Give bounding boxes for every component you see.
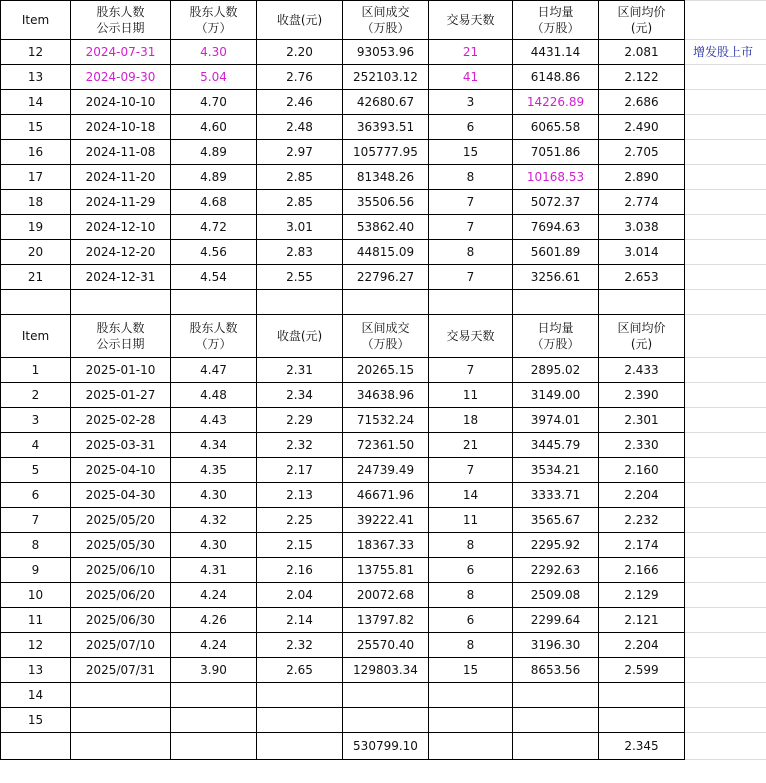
empty-cell[interactable] xyxy=(685,533,766,558)
holders-cell[interactable]: 4.30 xyxy=(171,533,257,558)
table-row xyxy=(1,115,766,140)
table-row xyxy=(1,408,766,433)
days-cell[interactable]: 8 xyxy=(429,533,513,558)
empty-cell[interactable] xyxy=(685,633,766,658)
empty-cell[interactable] xyxy=(599,290,685,315)
table-row xyxy=(1,683,766,708)
close-cell[interactable]: 2.83 xyxy=(257,240,343,265)
item-cell[interactable]: 10 xyxy=(1,583,71,608)
avg-price-cell[interactable]: 2.081 xyxy=(599,40,685,65)
date-cell[interactable]: 2025-04-10 xyxy=(71,458,171,483)
close-cell[interactable]: 2.32 xyxy=(257,633,343,658)
close-cell[interactable]: 2.55 xyxy=(257,265,343,290)
item-cell[interactable]: 12 xyxy=(1,40,71,65)
days-cell[interactable]: 8 xyxy=(429,583,513,608)
days-cell[interactable]: 15 xyxy=(429,140,513,165)
empty-cell[interactable] xyxy=(685,658,766,683)
avg-volume-cell[interactable]: 2292.63 xyxy=(513,558,599,583)
days-cell[interactable]: 21 xyxy=(429,40,513,65)
avg-volume-cell[interactable]: 3974.01 xyxy=(513,408,599,433)
avg-volume-cell[interactable]: 7694.63 xyxy=(513,215,599,240)
table-row xyxy=(1,140,766,165)
avg-price-cell[interactable]: 2.174 xyxy=(599,533,685,558)
holders-cell[interactable]: 4.24 xyxy=(171,583,257,608)
close-cell[interactable] xyxy=(257,708,343,733)
empty-cell[interactable] xyxy=(685,240,766,265)
avg-price-cell[interactable]: 3.014 xyxy=(599,240,685,265)
empty-cell[interactable] xyxy=(429,733,513,760)
volume-cell[interactable]: 129803.34 xyxy=(343,658,429,683)
total-volume-cell[interactable]: 530799.10 xyxy=(343,733,429,760)
date-cell[interactable]: 2024-11-08 xyxy=(71,140,171,165)
empty-cell[interactable] xyxy=(685,165,766,190)
empty-cell[interactable] xyxy=(513,290,599,315)
column-header[interactable]: 交易天数 xyxy=(429,1,513,40)
column-header[interactable]: 收盘(元) xyxy=(257,1,343,40)
holders-cell[interactable]: 4.54 xyxy=(171,265,257,290)
note-cell[interactable]: 增发股上市 xyxy=(685,40,766,65)
volume-cell[interactable]: 18367.33 xyxy=(343,533,429,558)
column-header[interactable]: 股东人数 （万） xyxy=(171,1,257,40)
table-row xyxy=(1,383,766,408)
item-cell[interactable]: 5 xyxy=(1,458,71,483)
avg-volume-cell[interactable]: 10168.53 xyxy=(513,165,599,190)
close-cell[interactable]: 2.16 xyxy=(257,558,343,583)
close-cell[interactable]: 2.14 xyxy=(257,608,343,633)
avg-price-cell[interactable]: 2.122 xyxy=(599,65,685,90)
avg-volume-cell[interactable]: 5601.89 xyxy=(513,240,599,265)
date-cell[interactable]: 2024-12-20 xyxy=(71,240,171,265)
close-cell[interactable]: 2.97 xyxy=(257,140,343,165)
table-row xyxy=(1,658,766,683)
close-cell[interactable]: 2.85 xyxy=(257,165,343,190)
avg-price-cell[interactable]: 2.330 xyxy=(599,433,685,458)
close-cell[interactable]: 3.01 xyxy=(257,215,343,240)
table-row xyxy=(1,458,766,483)
item-cell[interactable]: 7 xyxy=(1,508,71,533)
avg-price-cell[interactable]: 3.038 xyxy=(599,215,685,240)
days-cell[interactable]: 41 xyxy=(429,65,513,90)
days-cell[interactable]: 7 xyxy=(429,358,513,383)
empty-cell[interactable] xyxy=(685,483,766,508)
holders-cell[interactable]: 4.43 xyxy=(171,408,257,433)
close-cell[interactable]: 2.85 xyxy=(257,190,343,215)
table-row xyxy=(1,583,766,608)
totals-row xyxy=(1,733,766,760)
volume-cell[interactable]: 25570.40 xyxy=(343,633,429,658)
close-cell[interactable]: 2.25 xyxy=(257,508,343,533)
avg-volume-cell[interactable]: 3445.79 xyxy=(513,433,599,458)
empty-cell[interactable] xyxy=(685,1,766,40)
days-cell[interactable]: 6 xyxy=(429,608,513,633)
avg-volume-cell[interactable]: 6065.58 xyxy=(513,115,599,140)
avg-price-cell[interactable]: 2.121 xyxy=(599,608,685,633)
avg-price-cell[interactable]: 2.774 xyxy=(599,190,685,215)
avg-price-cell[interactable]: 2.160 xyxy=(599,458,685,483)
empty-cell[interactable] xyxy=(71,733,171,760)
avg-volume-cell[interactable]: 8653.56 xyxy=(513,658,599,683)
close-cell[interactable]: 2.65 xyxy=(257,658,343,683)
holders-cell[interactable]: 4.31 xyxy=(171,558,257,583)
date-cell[interactable]: 2025-01-27 xyxy=(71,383,171,408)
close-cell[interactable]: 2.31 xyxy=(257,358,343,383)
date-cell[interactable]: 2024-07-31 xyxy=(71,40,171,65)
date-cell[interactable]: 2024-12-31 xyxy=(71,265,171,290)
column-header[interactable]: 日均量 （万股） xyxy=(513,1,599,40)
days-cell[interactable]: 15 xyxy=(429,658,513,683)
holders-cell[interactable]: 4.72 xyxy=(171,215,257,240)
close-cell[interactable]: 2.32 xyxy=(257,433,343,458)
item-cell[interactable]: 14 xyxy=(1,90,71,115)
avg-price-cell[interactable]: 2.890 xyxy=(599,165,685,190)
table-row xyxy=(1,533,766,558)
holders-cell[interactable]: 4.89 xyxy=(171,165,257,190)
avg-volume-cell[interactable]: 3196.30 xyxy=(513,633,599,658)
holders-cell[interactable]: 4.47 xyxy=(171,358,257,383)
column-header[interactable]: 区间均价 (元) xyxy=(599,315,685,358)
volume-cell[interactable]: 93053.96 xyxy=(343,40,429,65)
date-cell[interactable] xyxy=(71,683,171,708)
empty-cell[interactable] xyxy=(1,290,71,315)
avg-price-cell[interactable]: 2.653 xyxy=(599,265,685,290)
avg-price-cell[interactable]: 2.166 xyxy=(599,558,685,583)
close-cell[interactable]: 2.46 xyxy=(257,90,343,115)
empty-cell[interactable] xyxy=(685,733,766,760)
volume-cell[interactable]: 71532.24 xyxy=(343,408,429,433)
empty-cell[interactable] xyxy=(685,608,766,633)
avg-volume-cell[interactable] xyxy=(513,708,599,733)
empty-cell[interactable] xyxy=(343,290,429,315)
avg-volume-cell[interactable]: 2295.92 xyxy=(513,533,599,558)
item-cell[interactable]: 16 xyxy=(1,140,71,165)
date-cell[interactable]: 2025/07/31 xyxy=(71,658,171,683)
table-row xyxy=(1,90,766,115)
empty-cell[interactable] xyxy=(685,215,766,240)
days-cell[interactable]: 3 xyxy=(429,90,513,115)
volume-cell[interactable]: 44815.09 xyxy=(343,240,429,265)
date-cell[interactable]: 2024-10-18 xyxy=(71,115,171,140)
close-cell[interactable]: 2.17 xyxy=(257,458,343,483)
avg-volume-cell[interactable] xyxy=(513,683,599,708)
days-cell[interactable]: 21 xyxy=(429,433,513,458)
item-cell[interactable]: 2 xyxy=(1,383,71,408)
avg-price-cell[interactable]: 2.599 xyxy=(599,658,685,683)
volume-cell[interactable]: 20072.68 xyxy=(343,583,429,608)
avg-price-cell[interactable] xyxy=(599,708,685,733)
table-row xyxy=(1,65,766,90)
empty-cell[interactable] xyxy=(685,140,766,165)
avg-volume-cell[interactable]: 3565.67 xyxy=(513,508,599,533)
date-cell[interactable]: 2025-01-10 xyxy=(71,358,171,383)
column-header[interactable]: Item xyxy=(1,1,71,40)
close-cell[interactable]: 2.76 xyxy=(257,65,343,90)
holders-cell[interactable]: 4.68 xyxy=(171,190,257,215)
item-cell[interactable]: 13 xyxy=(1,65,71,90)
empty-cell[interactable] xyxy=(685,265,766,290)
avg-price-cell[interactable]: 2.490 xyxy=(599,115,685,140)
bottom-header-row xyxy=(1,315,766,358)
holders-cell[interactable]: 4.34 xyxy=(171,433,257,458)
column-header[interactable]: 日均量 （万股） xyxy=(513,315,599,358)
close-cell[interactable]: 2.29 xyxy=(257,408,343,433)
date-cell[interactable]: 2025-02-28 xyxy=(71,408,171,433)
avg-price-cell[interactable]: 2.129 xyxy=(599,583,685,608)
holders-cell[interactable]: 4.35 xyxy=(171,458,257,483)
close-cell[interactable] xyxy=(257,683,343,708)
holders-cell[interactable]: 4.24 xyxy=(171,633,257,658)
empty-cell[interactable] xyxy=(685,508,766,533)
close-cell[interactable]: 2.34 xyxy=(257,383,343,408)
holders-cell[interactable]: 4.70 xyxy=(171,90,257,115)
days-cell[interactable]: 7 xyxy=(429,215,513,240)
days-cell[interactable]: 6 xyxy=(429,558,513,583)
item-cell[interactable]: 8 xyxy=(1,533,71,558)
table-row xyxy=(1,483,766,508)
total-avg-price-cell[interactable]: 2.345 xyxy=(599,733,685,760)
days-cell[interactable] xyxy=(429,683,513,708)
avg-volume-cell[interactable]: 2509.08 xyxy=(513,583,599,608)
holders-cell[interactable]: 4.89 xyxy=(171,140,257,165)
days-cell[interactable]: 11 xyxy=(429,508,513,533)
empty-cell[interactable] xyxy=(513,733,599,760)
item-cell[interactable]: 12 xyxy=(1,633,71,658)
date-cell[interactable]: 2025-03-31 xyxy=(71,433,171,458)
close-cell[interactable]: 2.13 xyxy=(257,483,343,508)
empty-cell[interactable] xyxy=(685,315,766,358)
holders-cell[interactable]: 4.30 xyxy=(171,40,257,65)
item-cell[interactable]: 15 xyxy=(1,708,71,733)
days-cell[interactable]: 8 xyxy=(429,240,513,265)
empty-cell[interactable] xyxy=(257,290,343,315)
close-cell[interactable]: 2.20 xyxy=(257,40,343,65)
empty-cell[interactable] xyxy=(171,290,257,315)
empty-cell[interactable] xyxy=(685,458,766,483)
days-cell[interactable]: 7 xyxy=(429,458,513,483)
holders-cell[interactable]: 3.90 xyxy=(171,658,257,683)
empty-cell[interactable] xyxy=(685,708,766,733)
table-row xyxy=(1,40,766,65)
empty-cell[interactable] xyxy=(71,290,171,315)
date-cell[interactable]: 2024-11-20 xyxy=(71,165,171,190)
date-cell[interactable]: 2025/07/10 xyxy=(71,633,171,658)
item-cell[interactable]: 20 xyxy=(1,240,71,265)
avg-volume-cell[interactable]: 2895.02 xyxy=(513,358,599,383)
item-cell[interactable]: 3 xyxy=(1,408,71,433)
item-cell[interactable]: 18 xyxy=(1,190,71,215)
days-cell[interactable]: 7 xyxy=(429,190,513,215)
days-cell[interactable]: 14 xyxy=(429,483,513,508)
date-cell[interactable]: 2025/06/10 xyxy=(71,558,171,583)
close-cell[interactable]: 2.04 xyxy=(257,583,343,608)
column-header[interactable]: 区间均价 (元) xyxy=(599,1,685,40)
avg-price-cell[interactable]: 2.433 xyxy=(599,358,685,383)
empty-cell[interactable] xyxy=(685,115,766,140)
volume-cell[interactable]: 72361.50 xyxy=(343,433,429,458)
avg-volume-cell[interactable]: 3534.21 xyxy=(513,458,599,483)
avg-volume-cell[interactable]: 4431.14 xyxy=(513,40,599,65)
table-row xyxy=(1,215,766,240)
column-header[interactable]: 交易天数 xyxy=(429,315,513,358)
holders-cell[interactable] xyxy=(171,708,257,733)
days-cell[interactable]: 8 xyxy=(429,633,513,658)
days-cell[interactable] xyxy=(429,708,513,733)
volume-cell[interactable]: 22796.27 xyxy=(343,265,429,290)
item-cell[interactable]: 14 xyxy=(1,683,71,708)
avg-price-cell[interactable]: 2.232 xyxy=(599,508,685,533)
table-row xyxy=(1,190,766,215)
item-cell[interactable]: 15 xyxy=(1,115,71,140)
avg-volume-cell[interactable]: 5072.37 xyxy=(513,190,599,215)
date-cell[interactable] xyxy=(71,708,171,733)
item-cell[interactable]: 19 xyxy=(1,215,71,240)
column-header[interactable]: 股东人数 公示日期 xyxy=(71,1,171,40)
holders-cell[interactable] xyxy=(171,683,257,708)
table-row xyxy=(1,240,766,265)
volume-cell[interactable]: 105777.95 xyxy=(343,140,429,165)
item-cell[interactable]: 17 xyxy=(1,165,71,190)
volume-cell[interactable]: 42680.67 xyxy=(343,90,429,115)
holders-cell[interactable]: 4.30 xyxy=(171,483,257,508)
volume-cell[interactable]: 34638.96 xyxy=(343,383,429,408)
avg-price-cell[interactable]: 2.204 xyxy=(599,483,685,508)
table-row xyxy=(1,433,766,458)
item-cell[interactable]: 6 xyxy=(1,483,71,508)
avg-price-cell[interactable]: 2.390 xyxy=(599,383,685,408)
holders-cell[interactable]: 5.04 xyxy=(171,65,257,90)
avg-volume-cell[interactable]: 14226.89 xyxy=(513,90,599,115)
empty-cell[interactable] xyxy=(1,733,71,760)
empty-cell[interactable] xyxy=(685,65,766,90)
volume-cell[interactable]: 81348.26 xyxy=(343,165,429,190)
empty-cell[interactable] xyxy=(685,90,766,115)
holders-cell[interactable]: 4.32 xyxy=(171,508,257,533)
avg-price-cell[interactable] xyxy=(599,683,685,708)
date-cell[interactable]: 2024-09-30 xyxy=(71,65,171,90)
days-cell[interactable]: 6 xyxy=(429,115,513,140)
empty-cell[interactable] xyxy=(685,290,766,315)
spacer-row xyxy=(1,290,766,315)
days-cell[interactable]: 8 xyxy=(429,165,513,190)
empty-cell[interactable] xyxy=(685,408,766,433)
avg-price-cell[interactable]: 2.686 xyxy=(599,90,685,115)
avg-price-cell[interactable]: 2.301 xyxy=(599,408,685,433)
empty-cell[interactable] xyxy=(685,383,766,408)
holders-cell[interactable]: 4.26 xyxy=(171,608,257,633)
avg-volume-cell[interactable]: 6148.86 xyxy=(513,65,599,90)
table-row xyxy=(1,633,766,658)
avg-price-cell[interactable]: 2.204 xyxy=(599,633,685,658)
volume-cell[interactable]: 46671.96 xyxy=(343,483,429,508)
table-row xyxy=(1,265,766,290)
avg-volume-cell[interactable]: 3333.71 xyxy=(513,483,599,508)
table-row xyxy=(1,358,766,383)
column-header[interactable]: 收盘(元) xyxy=(257,315,343,358)
date-cell[interactable]: 2025/05/30 xyxy=(71,533,171,558)
item-cell[interactable]: 4 xyxy=(1,433,71,458)
days-cell[interactable]: 7 xyxy=(429,265,513,290)
volume-cell[interactable]: 36393.51 xyxy=(343,115,429,140)
table-row xyxy=(1,165,766,190)
volume-cell[interactable]: 13755.81 xyxy=(343,558,429,583)
table-row xyxy=(1,608,766,633)
days-cell[interactable]: 11 xyxy=(429,383,513,408)
volume-cell[interactable]: 252103.12 xyxy=(343,65,429,90)
item-cell[interactable]: 13 xyxy=(1,658,71,683)
holders-cell[interactable]: 4.60 xyxy=(171,115,257,140)
item-cell[interactable]: 21 xyxy=(1,265,71,290)
volume-cell[interactable]: 24739.49 xyxy=(343,458,429,483)
volume-cell[interactable]: 39222.41 xyxy=(343,508,429,533)
item-cell[interactable]: 9 xyxy=(1,558,71,583)
date-cell[interactable]: 2025/06/20 xyxy=(71,583,171,608)
empty-cell[interactable] xyxy=(171,733,257,760)
holders-cell[interactable]: 4.48 xyxy=(171,383,257,408)
holders-cell[interactable]: 4.56 xyxy=(171,240,257,265)
table-row xyxy=(1,508,766,533)
top-header-row xyxy=(1,1,766,40)
column-header[interactable]: 股东人数 公示日期 xyxy=(71,315,171,358)
date-cell[interactable]: 2024-11-29 xyxy=(71,190,171,215)
days-cell[interactable]: 18 xyxy=(429,408,513,433)
volume-cell[interactable]: 35506.56 xyxy=(343,190,429,215)
volume-cell[interactable] xyxy=(343,708,429,733)
table-row xyxy=(1,558,766,583)
date-cell[interactable]: 2025-04-30 xyxy=(71,483,171,508)
avg-volume-cell[interactable]: 3256.61 xyxy=(513,265,599,290)
empty-cell[interactable] xyxy=(257,733,343,760)
date-cell[interactable]: 2025/06/30 xyxy=(71,608,171,633)
empty-cell[interactable] xyxy=(685,358,766,383)
avg-volume-cell[interactable]: 7051.86 xyxy=(513,140,599,165)
column-header[interactable]: Item xyxy=(1,315,71,358)
close-cell[interactable]: 2.48 xyxy=(257,115,343,140)
volume-cell[interactable]: 13797.82 xyxy=(343,608,429,633)
volume-cell[interactable] xyxy=(343,683,429,708)
table-row xyxy=(1,708,766,733)
volume-cell[interactable]: 20265.15 xyxy=(343,358,429,383)
empty-cell[interactable] xyxy=(685,683,766,708)
column-header[interactable]: 股东人数 （万） xyxy=(171,315,257,358)
date-cell[interactable]: 2025/05/20 xyxy=(71,508,171,533)
avg-volume-cell[interactable]: 3149.00 xyxy=(513,383,599,408)
avg-volume-cell[interactable]: 2299.64 xyxy=(513,608,599,633)
avg-price-cell[interactable]: 2.705 xyxy=(599,140,685,165)
date-cell[interactable]: 2024-10-10 xyxy=(71,90,171,115)
volume-cell[interactable]: 53862.40 xyxy=(343,215,429,240)
item-cell[interactable]: 1 xyxy=(1,358,71,383)
empty-cell[interactable] xyxy=(685,433,766,458)
empty-cell[interactable] xyxy=(685,583,766,608)
empty-cell[interactable] xyxy=(685,190,766,215)
item-cell[interactable]: 11 xyxy=(1,608,71,633)
date-cell[interactable]: 2024-12-10 xyxy=(71,215,171,240)
empty-cell[interactable] xyxy=(685,558,766,583)
column-header[interactable]: 区间成交 （万股） xyxy=(343,1,429,40)
close-cell[interactable]: 2.15 xyxy=(257,533,343,558)
column-header[interactable]: 区间成交 （万股） xyxy=(343,315,429,358)
empty-cell[interactable] xyxy=(429,290,513,315)
